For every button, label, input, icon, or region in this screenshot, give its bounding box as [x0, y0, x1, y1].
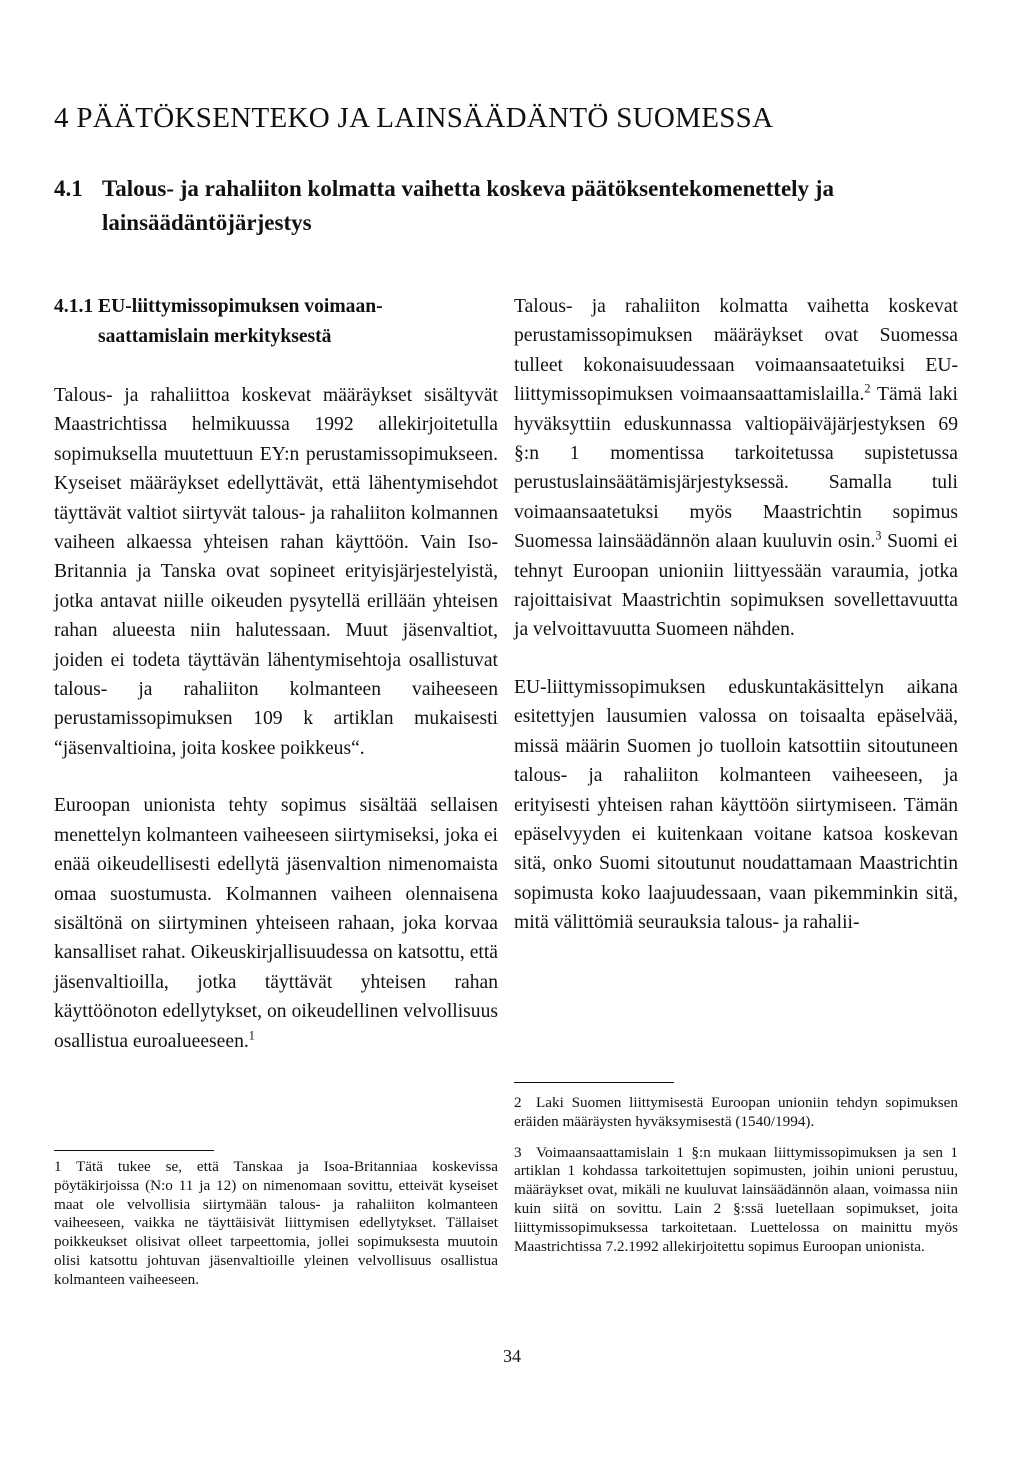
subsection-heading [54, 292, 498, 352]
right-column [514, 292, 958, 938]
footnote-1-mark: 1 [54, 1158, 62, 1175]
footnote-1 [54, 1158, 498, 1290]
subsection-number: 4.1.1 [54, 296, 94, 317]
subsection-title-line1: EU-liittymissopimuksen voimaan- [98, 296, 383, 317]
left-paragraph-1: Talous- ja rahaliittoa koskevat määräykset sisältyvät Maastrichtissa helmikuussa 1992 allekirjoitetulla sopimuksella muutettuun EY:n perustamissopimukseen. Kyseiset määräykset edellyttävät, että lähentymisehdot täyttävät valtiot siirtyvät talous- ja rahaliiton kolmannen vaiheen alkaessa yhteisen rahan käyttöön. Vain Iso-Britannia ja Tanska ovat sopineet erityisjärjestelyistä, jotka antavat niille oikeuden pysytellä erillään yhteisen rahan alueesta niin halutessaan. Muut jäsenvaltiot, joiden ei todeta täyttävän lähentymisehtoja osallistuvat talous- ja rahaliiton kolmanteen vaiheeseen perustamissopimuksen 109 k artiklan mukaisesti “jäsenvaltioina, joita koskee poikkeus“. [54, 385, 498, 759]
footnotes-right [514, 1094, 958, 1256]
footnote-3-text: Voimaansaattamislain 1 §:n mukaan liittymissopimuksen ja sen 1 artiklan 1 kohdassa tarkoitettujen sopimusten, joihin unioni perustuu, määräykset ovat, mikäli ne kuuluvat lainsäädännön alaan, voimassa niin kuin siitä on sovittu. Lain 2 §:ssä luetellaan sopimukset, joita liittymissopimuksessa tarkoitetaan. Luettelossa on mainittu myös Maastrichtissa 7.2.1992 allekirjoitettu sopimus Euroopan unionista. [514, 1143, 958, 1255]
chapter-title: 4 PÄÄTÖKSENTEKO JA LAINSÄÄDÄNTÖ SUOMESSA [54, 102, 774, 134]
footnote-3-mark: 3 [514, 1143, 522, 1161]
footnote-2 [514, 1094, 958, 1132]
subsection-title-line2: saattamislain merkityksestä [98, 326, 332, 347]
right-paragraph-1a: Talous- ja rahaliiton kolmatta vaihetta koskevat perustamissopimuksen määräykset ovat Suomessa tulleet kokonaisuudessaan voimaansaatetuiksi EU-liittymissopimuksen voimaansaattamislailla. [514, 296, 958, 406]
right-paragraph-2: EU-liittymissopimuksen eduskuntakäsittelyn aikana esitettyjen lausumien valossa on toisaalta epäselvää, missä määrin Suomen jo tuolloin katsottiin sitoutuneen talous- ja rahaliiton kolmanteen vaiheeseen, ja erityisesti yhteisen rahan käyttöön siirtymiseen. Tämän epäselvyyden ei kuitenkaan voitane katsoa koskevan sitä, onko Suomi sitoutunut noudattamaan Maastrichtin sopimusta koko laajuudessaan, vaan pikemminkin sitä, mitä välittömiä seurauksia talous- ja rahalii- [514, 676, 958, 934]
left-paragraph-2-text: Euroopan unionista tehty sopimus sisältää sellaisen menettelyn kolmanteen vaiheeseen siirtymiseksi, joka ei enää oikeudellisesti edellytä jäsenvaltion nimenomaista omaa suostumusta. Kolmannen vaiheen olennaisena sisältönä on siirtyminen yhteiseen rahaan, joka korvaa kansalliset rahat. Oikeuskirjallisuudessa on katsottu, että jäsenvaltioilla, jotka täyttävät yhteisen rahan käyttöönoton edellytykset, on oikeudellinen velvollisuus osallistua euroalueeseen. [54, 795, 498, 1052]
footnote-rule-right [514, 1082, 674, 1083]
footnote-2-text: Laki Suomen liittymisestä Euroopan unioniin tehdyn sopimuksen eräiden määräysten hyväksymisestä (1540/1994). [514, 1094, 958, 1130]
footnote-ref-3: 3 [875, 528, 882, 543]
section-heading [54, 172, 954, 240]
right-paragraph-1b: Tämä laki hyväksyttiin eduskunnassa valtiopäiväjärjestyksen 69 §:n 1 momentissa tarkoitetussa supistetussa perustuslainsäätämisjärjestyksessä. Samalla tuli voimaansaatetuksi myös Maastrichtin sopimus Suomessa lainsäädännön alaan kuuluvin osin. [514, 384, 958, 553]
footnote-2-mark: 2 [514, 1094, 522, 1111]
left-paragraph-2 [54, 791, 498, 1056]
page-number: 34 [503, 1346, 521, 1366]
right-paragraph-1 [514, 292, 958, 645]
section-title-line2: lainsäädäntöjärjestys [102, 210, 312, 235]
footnote-3 [514, 1144, 958, 1257]
left-column [54, 292, 498, 1056]
footnote-rule-left [54, 1150, 214, 1151]
footnote-ref-2: 2 [864, 381, 871, 396]
right-paragraph-1c: Suomi ei tehnyt Euroopan unioniin liittyessään varaumia, jotka rajoittaisivat Maastrichtin sopimuksen sovellettavuutta ja velvoittavuutta Suomeen nähden. [514, 531, 958, 641]
footnote-ref-1: 1 [248, 1028, 255, 1042]
footnote-1-text: Tätä tukee se, että Tanskaa ja Isoa-Britanniaa koskevissa pöytäkirjoissa (N:o 11 ja 12) on nimenomaan sovittu, etteivät kyseiset maat ole velvollisia siirtymään talous- ja rahaliiton kolmanteen vaiheeseen, vaikka ne täyttäisivät liittymisen edellytykset. Tällaiset poikkeukset olisivat olleet tarpeettomia, jollei sopimuksesta muutoin olisi katsottu johtuvan jäsenvaltioille yleinen velvollisuus osallistua kolmanteen vaiheeseen. [54, 1158, 498, 1288]
section-title-line1: Talous- ja rahaliiton kolmatta vaihetta koskeva päätöksentekomenettely ja [102, 176, 834, 201]
section-number: 4.1 [54, 176, 83, 201]
